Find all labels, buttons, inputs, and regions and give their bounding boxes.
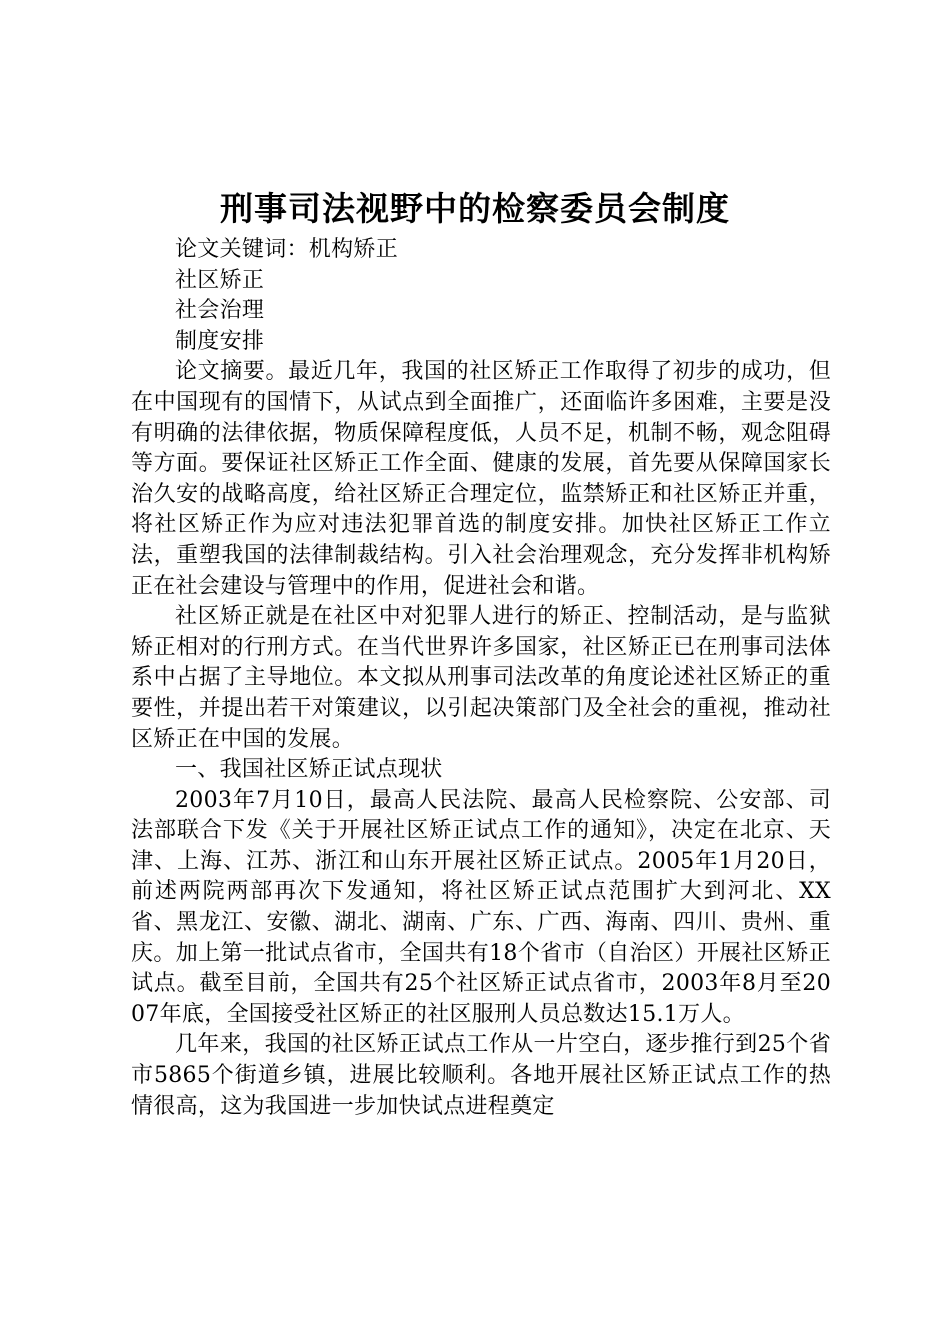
section-heading: 一、我国社区矫正试点现状 [175, 757, 443, 783]
body-paragraph: 社区矫正就是在社区中对犯罪人进行的矫正、控制活动，是与监狱矫正相对的行刑方式。在当代世界许多国家，社区矫正已在刑事司法体系中占据了主导地位。本文拟从刑事司法改革的角度论述社区矫正的重要性，并提出若干对策建议，以引起决策部门及全社会的重视，推动社区矫正在中国的发展。 [131, 604, 831, 752]
abstract-paragraph: 论文摘要。最近几年，我国的社区矫正工作取得了初步的成功，但在中国现有的国情下，从试点到全面推广，还面临许多困难，主要是没有明确的法律依据，物质保障程度低，人员不足，机制不畅，观念阻碍等方面。要保证社区矫正工作全面、健康的发展，首先要从保障国家长治久安的战略高度，给社区矫正合理定位，监禁矫正和社区矫正并重，将社区矫正作为应对违法犯罪首选的制度安排。加快社区矫正工作立法，重塑我国的法律制裁结构。引入社会治理观念，充分发挥非机构矫正在社会建设与管理中的作用，促进社会和谐。 [131, 359, 831, 599]
keyword-line: 社区矫正 [175, 267, 265, 293]
keyword-line: 社会治理 [175, 298, 265, 324]
body-paragraph: 几年来，我国的社区矫正试点工作从一片空白，逐步推行到25个省市5865个街道乡镇，进展比较顺利。各地开展社区矫正试点工作的热情很高，这为我国进一步加快试点进程奠定 [131, 1032, 831, 1119]
keyword-line: 论文关键词：机构矫正 [175, 237, 399, 262]
document-title: 刑事司法视野中的检察委员会制度 [220, 189, 730, 228]
keyword-line: 制度安排 [175, 328, 265, 354]
document-body [131, 235, 831, 1122]
body-paragraph: 2003年7月10日，最高人民法院、最高人民检察院、公安部、司法部联合下发《关于开展社区矫正试点工作的通知》，决定在北京、天津、上海、江苏、浙江和山东开展社区矫正试点。2005年1月20日，前述两院两部再次下发通知，将社区矫正试点范围扩大到河北、XX省、黑龙江、安徽、湖北、湖南、广东、广西、海南、四川、贵州、重庆。加上第一批试点省市，全国共有18个省市（自治区）开展社区矫正试点。截至目前，全国共有25个社区矫正试点省市，2003年8月至2007年底，全国接受社区矫正的社区服刑人员总数达15.1万人。 [131, 787, 831, 1027]
